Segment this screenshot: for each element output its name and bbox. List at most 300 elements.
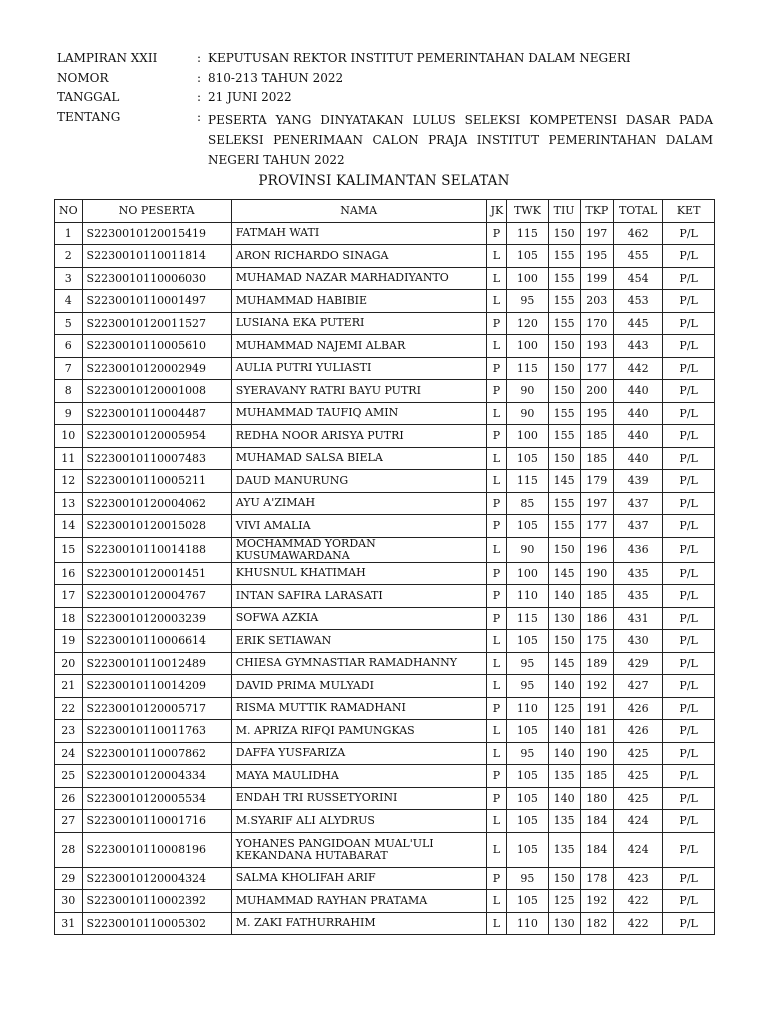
cell-no: 27 bbox=[55, 810, 83, 833]
cell-no-peserta: S2230010120015028 bbox=[82, 515, 231, 538]
cell-nama: ERIK SETIAWAN bbox=[231, 630, 486, 653]
cell-no: 10 bbox=[55, 425, 83, 448]
cell-total: 440 bbox=[613, 447, 662, 470]
cell-tiu: 135 bbox=[548, 832, 580, 867]
cell-tiu: 145 bbox=[548, 652, 580, 675]
table-header-row bbox=[55, 200, 715, 223]
table-row bbox=[55, 675, 715, 698]
cell-total: 437 bbox=[613, 515, 662, 538]
cell-no: 17 bbox=[55, 585, 83, 608]
header-row-nomor bbox=[57, 71, 713, 91]
cell-twk: 105 bbox=[507, 720, 548, 743]
cell-jk: P bbox=[486, 867, 507, 890]
cell-tkp: 185 bbox=[580, 425, 613, 448]
cell-tkp: 195 bbox=[580, 245, 613, 268]
cell-tkp: 203 bbox=[580, 290, 613, 313]
cell-jk: P bbox=[486, 515, 507, 538]
cell-nama: FATMAH WATI bbox=[231, 222, 486, 245]
cell-jk: L bbox=[486, 335, 507, 358]
cell-twk: 95 bbox=[507, 290, 548, 313]
cell-no: 22 bbox=[55, 697, 83, 720]
table-row bbox=[55, 607, 715, 630]
cell-nama: LUSIANA EKA PUTERI bbox=[231, 312, 486, 335]
cell-tiu: 125 bbox=[548, 697, 580, 720]
cell-twk: 95 bbox=[507, 652, 548, 675]
cell-tiu: 150 bbox=[548, 380, 580, 403]
cell-jk: P bbox=[486, 562, 507, 585]
cell-total: 425 bbox=[613, 742, 662, 765]
header-colon: : bbox=[197, 51, 202, 65]
table-body bbox=[55, 222, 715, 935]
cell-twk: 110 bbox=[507, 697, 548, 720]
table-row bbox=[55, 447, 715, 470]
cell-nama: MOCHAMMAD YORDAN KUSUMAWARDANA bbox=[231, 537, 486, 562]
cell-tkp: 192 bbox=[580, 675, 613, 698]
cell-no-peserta: S2230010120004334 bbox=[82, 765, 231, 788]
cell-tiu: 155 bbox=[548, 290, 580, 313]
table-row bbox=[55, 562, 715, 585]
table-row bbox=[55, 425, 715, 448]
cell-tkp: 182 bbox=[580, 912, 613, 935]
table-row bbox=[55, 357, 715, 380]
table-row bbox=[55, 470, 715, 493]
cell-no: 29 bbox=[55, 867, 83, 890]
cell-twk: 90 bbox=[507, 380, 548, 403]
cell-no-peserta: S2230010120003239 bbox=[82, 607, 231, 630]
table-row bbox=[55, 290, 715, 313]
cell-no-peserta: S2230010120005954 bbox=[82, 425, 231, 448]
cell-tkp: 189 bbox=[580, 652, 613, 675]
cell-twk: 110 bbox=[507, 912, 548, 935]
cell-total: 424 bbox=[613, 832, 662, 867]
table-row bbox=[55, 787, 715, 810]
table-row bbox=[55, 890, 715, 913]
cell-tkp: 200 bbox=[580, 380, 613, 403]
cell-nama: MUHAMMAD HABIBIE bbox=[231, 290, 486, 313]
cell-jk: L bbox=[486, 720, 507, 743]
cell-no-peserta: S2230010120015419 bbox=[82, 222, 231, 245]
cell-no-peserta: S2230010120005534 bbox=[82, 787, 231, 810]
cell-total: 430 bbox=[613, 630, 662, 653]
cell-total: 453 bbox=[613, 290, 662, 313]
cell-jk: P bbox=[486, 607, 507, 630]
cell-no: 30 bbox=[55, 890, 83, 913]
cell-no-peserta: S2230010110006614 bbox=[82, 630, 231, 653]
cell-ket: P/L bbox=[663, 245, 715, 268]
cell-ket: P/L bbox=[663, 675, 715, 698]
cell-no: 11 bbox=[55, 447, 83, 470]
cell-nama: MUHAMAD NAZAR MARHADIYANTO bbox=[231, 267, 486, 290]
cell-nama: M. ZAKI FATHURRAHIM bbox=[231, 912, 486, 935]
cell-twk: 100 bbox=[507, 425, 548, 448]
cell-total: 427 bbox=[613, 675, 662, 698]
cell-jk: P bbox=[486, 357, 507, 380]
cell-jk: P bbox=[486, 380, 507, 403]
table-row bbox=[55, 720, 715, 743]
cell-ket: P/L bbox=[663, 630, 715, 653]
cell-jk: L bbox=[486, 267, 507, 290]
cell-total: 445 bbox=[613, 312, 662, 335]
cell-no: 3 bbox=[55, 267, 83, 290]
table-row bbox=[55, 832, 715, 867]
cell-no-peserta: S2230010120002949 bbox=[82, 357, 231, 380]
cell-no-peserta: S2230010120011527 bbox=[82, 312, 231, 335]
cell-ket: P/L bbox=[663, 312, 715, 335]
cell-tiu: 150 bbox=[548, 447, 580, 470]
cell-ket: P/L bbox=[663, 867, 715, 890]
cell-no: 5 bbox=[55, 312, 83, 335]
cell-tkp: 199 bbox=[580, 267, 613, 290]
cell-ket: P/L bbox=[663, 335, 715, 358]
cell-tkp: 179 bbox=[580, 470, 613, 493]
cell-no: 6 bbox=[55, 335, 83, 358]
cell-no: 20 bbox=[55, 652, 83, 675]
cell-tiu: 155 bbox=[548, 245, 580, 268]
cell-tiu: 150 bbox=[548, 222, 580, 245]
cell-no-peserta: S2230010110006030 bbox=[82, 267, 231, 290]
table-row bbox=[55, 697, 715, 720]
cell-twk: 115 bbox=[507, 222, 548, 245]
table-row bbox=[55, 867, 715, 890]
cell-ket: P/L bbox=[663, 697, 715, 720]
cell-tiu: 155 bbox=[548, 267, 580, 290]
header-value: 810-213 TAHUN 2022 bbox=[208, 70, 344, 85]
cell-ket: P/L bbox=[663, 832, 715, 867]
cell-no-peserta: S2230010120004062 bbox=[82, 492, 231, 515]
cell-no: 15 bbox=[55, 537, 83, 562]
cell-nama: SALMA KHOLIFAH ARIF bbox=[231, 867, 486, 890]
cell-jk: L bbox=[486, 402, 507, 425]
cell-tiu: 140 bbox=[548, 742, 580, 765]
cell-no: 16 bbox=[55, 562, 83, 585]
cell-total: 425 bbox=[613, 787, 662, 810]
cell-jk: P bbox=[486, 787, 507, 810]
cell-tkp: 185 bbox=[580, 447, 613, 470]
cell-nama: KHUSNUL KHATIMAH bbox=[231, 562, 486, 585]
cell-jk: L bbox=[486, 245, 507, 268]
cell-jk: P bbox=[486, 697, 507, 720]
table-row bbox=[55, 312, 715, 335]
table-row bbox=[55, 515, 715, 538]
cell-ket: P/L bbox=[663, 810, 715, 833]
cell-twk: 105 bbox=[507, 515, 548, 538]
table-row bbox=[55, 585, 715, 608]
cell-twk: 95 bbox=[507, 742, 548, 765]
cell-nama: M. APRIZA RIFQI PAMUNGKAS bbox=[231, 720, 486, 743]
cell-jk: P bbox=[486, 585, 507, 608]
cell-ket: P/L bbox=[663, 380, 715, 403]
cell-no: 21 bbox=[55, 675, 83, 698]
cell-twk: 90 bbox=[507, 537, 548, 562]
cell-tkp: 175 bbox=[580, 630, 613, 653]
cell-nama: DAVID PRIMA MULYADI bbox=[231, 675, 486, 698]
cell-total: 423 bbox=[613, 867, 662, 890]
cell-tiu: 145 bbox=[548, 470, 580, 493]
cell-nama: VIVI AMALIA bbox=[231, 515, 486, 538]
cell-no: 9 bbox=[55, 402, 83, 425]
cell-no-peserta: S2230010110005610 bbox=[82, 335, 231, 358]
cell-jk: L bbox=[486, 675, 507, 698]
cell-no-peserta: S2230010110014188 bbox=[82, 537, 231, 562]
cell-ket: P/L bbox=[663, 492, 715, 515]
cell-no-peserta: S2230010110008196 bbox=[82, 832, 231, 867]
cell-tkp: 178 bbox=[580, 867, 613, 890]
cell-jk: P bbox=[486, 492, 507, 515]
cell-no-peserta: S2230010110005211 bbox=[82, 470, 231, 493]
cell-tkp: 191 bbox=[580, 697, 613, 720]
cell-no: 23 bbox=[55, 720, 83, 743]
header-row-lampiran bbox=[57, 51, 713, 71]
cell-ket: P/L bbox=[663, 890, 715, 913]
table-row bbox=[55, 222, 715, 245]
cell-tiu: 150 bbox=[548, 357, 580, 380]
cell-no-peserta: S2230010120001451 bbox=[82, 562, 231, 585]
cell-total: 435 bbox=[613, 585, 662, 608]
cell-jk: L bbox=[486, 742, 507, 765]
cell-jk: L bbox=[486, 447, 507, 470]
header-colon: : bbox=[197, 90, 202, 104]
cell-twk: 90 bbox=[507, 402, 548, 425]
cell-tkp: 197 bbox=[580, 222, 613, 245]
table-row bbox=[55, 402, 715, 425]
cell-jk: P bbox=[486, 425, 507, 448]
cell-nama: MAYA MAULIDHA bbox=[231, 765, 486, 788]
cell-tkp: 177 bbox=[580, 515, 613, 538]
cell-tkp: 193 bbox=[580, 335, 613, 358]
cell-jk: L bbox=[486, 810, 507, 833]
cell-nama: REDHA NOOR ARISYA PUTRI bbox=[231, 425, 486, 448]
participants-table bbox=[54, 199, 715, 935]
cell-no: 31 bbox=[55, 912, 83, 935]
cell-nama: RISMA MUTTIK RAMADHANI bbox=[231, 697, 486, 720]
cell-jk: L bbox=[486, 630, 507, 653]
cell-twk: 115 bbox=[507, 607, 548, 630]
cell-ket: P/L bbox=[663, 607, 715, 630]
cell-ket: P/L bbox=[663, 742, 715, 765]
cell-jk: L bbox=[486, 912, 507, 935]
table-row bbox=[55, 267, 715, 290]
cell-tiu: 155 bbox=[548, 402, 580, 425]
cell-twk: 105 bbox=[507, 630, 548, 653]
cell-tkp: 190 bbox=[580, 742, 613, 765]
header-row-tanggal bbox=[57, 90, 713, 110]
cell-tkp: 192 bbox=[580, 890, 613, 913]
cell-no-peserta: S2230010110001497 bbox=[82, 290, 231, 313]
header-colon: : bbox=[197, 70, 202, 85]
cell-no: 2 bbox=[55, 245, 83, 268]
cell-tkp: 180 bbox=[580, 787, 613, 810]
cell-twk: 105 bbox=[507, 447, 548, 470]
cell-jk: P bbox=[486, 222, 507, 245]
cell-ket: P/L bbox=[663, 222, 715, 245]
table-row bbox=[55, 245, 715, 268]
cell-twk: 105 bbox=[507, 245, 548, 268]
cell-total: 426 bbox=[613, 697, 662, 720]
cell-tiu: 155 bbox=[548, 312, 580, 335]
cell-jk: L bbox=[486, 652, 507, 675]
cell-jk: P bbox=[486, 312, 507, 335]
cell-no: 24 bbox=[55, 742, 83, 765]
cell-tiu: 130 bbox=[548, 607, 580, 630]
cell-no: 8 bbox=[55, 380, 83, 403]
cell-total: 436 bbox=[613, 537, 662, 562]
cell-total: 437 bbox=[613, 492, 662, 515]
cell-tkp: 184 bbox=[580, 832, 613, 867]
cell-tiu: 140 bbox=[548, 585, 580, 608]
cell-nama: YOHANES PANGIDOAN MUAL'ULI KEKANDANA HUTABARAT bbox=[231, 832, 486, 867]
table-row bbox=[55, 765, 715, 788]
column-header-tkp: TKP bbox=[580, 200, 613, 223]
cell-tiu: 150 bbox=[548, 630, 580, 653]
cell-tiu: 140 bbox=[548, 720, 580, 743]
cell-nama: SYERAVANY RATRI BAYU PUTRI bbox=[231, 380, 486, 403]
header-label: LAMPIRAN XXII bbox=[57, 51, 158, 65]
cell-no-peserta: S2230010110007862 bbox=[82, 742, 231, 765]
cell-twk: 95 bbox=[507, 867, 548, 890]
cell-nama: MUHAMAD SALSA BIELA bbox=[231, 447, 486, 470]
cell-no: 18 bbox=[55, 607, 83, 630]
cell-ket: P/L bbox=[663, 912, 715, 935]
cell-no-peserta: S2230010120001008 bbox=[82, 380, 231, 403]
cell-twk: 115 bbox=[507, 470, 548, 493]
cell-no-peserta: S2230010110012489 bbox=[82, 652, 231, 675]
cell-total: 440 bbox=[613, 425, 662, 448]
column-header-jk: JK bbox=[486, 200, 507, 223]
cell-total: 429 bbox=[613, 652, 662, 675]
cell-total: 426 bbox=[613, 720, 662, 743]
cell-tkp: 196 bbox=[580, 537, 613, 562]
column-header-twk: TWK bbox=[507, 200, 548, 223]
header-value: KEPUTUSAN REKTOR INSTITUT PEMERINTAHAN DALAM NEGERI bbox=[208, 51, 631, 65]
table-row bbox=[55, 630, 715, 653]
cell-no-peserta: S2230010120004767 bbox=[82, 585, 231, 608]
cell-tiu: 150 bbox=[548, 537, 580, 562]
cell-tkp: 184 bbox=[580, 810, 613, 833]
cell-ket: P/L bbox=[663, 562, 715, 585]
cell-nama: AYU A'ZIMAH bbox=[231, 492, 486, 515]
cell-nama: AULIA PUTRI YULIASTI bbox=[231, 357, 486, 380]
cell-ket: P/L bbox=[663, 447, 715, 470]
cell-no-peserta: S2230010110005302 bbox=[82, 912, 231, 935]
cell-no: 26 bbox=[55, 787, 83, 810]
table-row bbox=[55, 537, 715, 562]
cell-no-peserta: S2230010120004324 bbox=[82, 867, 231, 890]
header-label: TANGGAL bbox=[57, 90, 120, 104]
cell-no-peserta: S2230010110011814 bbox=[82, 245, 231, 268]
cell-ket: P/L bbox=[663, 652, 715, 675]
cell-tkp: 195 bbox=[580, 402, 613, 425]
header-label: NOMOR bbox=[57, 70, 109, 85]
cell-total: 422 bbox=[613, 890, 662, 913]
cell-tkp: 185 bbox=[580, 585, 613, 608]
cell-total: 431 bbox=[613, 607, 662, 630]
cell-nama: INTAN SAFIRA LARASATI bbox=[231, 585, 486, 608]
cell-ket: P/L bbox=[663, 585, 715, 608]
cell-nama: DAFFA YUSFARIZA bbox=[231, 742, 486, 765]
cell-jk: L bbox=[486, 470, 507, 493]
cell-no: 14 bbox=[55, 515, 83, 538]
cell-no-peserta: S2230010110004487 bbox=[82, 402, 231, 425]
cell-no: 12 bbox=[55, 470, 83, 493]
cell-nama: ARON RICHARDO SINAGA bbox=[231, 245, 486, 268]
province-title: PROVINSI KALIMANTAN SELATAN bbox=[258, 173, 510, 189]
cell-total: 454 bbox=[613, 267, 662, 290]
cell-total: 443 bbox=[613, 335, 662, 358]
cell-tkp: 185 bbox=[580, 765, 613, 788]
cell-no-peserta: S2230010110001716 bbox=[82, 810, 231, 833]
cell-tiu: 155 bbox=[548, 492, 580, 515]
cell-nama: CHIESA GYMNASTIAR RAMADHANNY bbox=[231, 652, 486, 675]
column-header-no: NO bbox=[55, 200, 83, 223]
cell-no: 1 bbox=[55, 222, 83, 245]
cell-twk: 105 bbox=[507, 787, 548, 810]
cell-no: 25 bbox=[55, 765, 83, 788]
cell-no: 19 bbox=[55, 630, 83, 653]
cell-ket: P/L bbox=[663, 787, 715, 810]
cell-ket: P/L bbox=[663, 515, 715, 538]
cell-twk: 115 bbox=[507, 357, 548, 380]
cell-total: 424 bbox=[613, 810, 662, 833]
cell-ket: P/L bbox=[663, 267, 715, 290]
table-row bbox=[55, 335, 715, 358]
table-row bbox=[55, 742, 715, 765]
column-header-total: TOTAL bbox=[613, 200, 662, 223]
cell-tiu: 145 bbox=[548, 562, 580, 585]
cell-twk: 100 bbox=[507, 267, 548, 290]
cell-ket: P/L bbox=[663, 290, 715, 313]
cell-twk: 100 bbox=[507, 335, 548, 358]
cell-ket: P/L bbox=[663, 765, 715, 788]
cell-twk: 105 bbox=[507, 810, 548, 833]
cell-tiu: 140 bbox=[548, 787, 580, 810]
cell-twk: 100 bbox=[507, 562, 548, 585]
cell-nama: MUHAMMAD TAUFIQ AMIN bbox=[231, 402, 486, 425]
cell-total: 435 bbox=[613, 562, 662, 585]
cell-no: 7 bbox=[55, 357, 83, 380]
cell-tiu: 150 bbox=[548, 335, 580, 358]
cell-total: 439 bbox=[613, 470, 662, 493]
cell-no: 4 bbox=[55, 290, 83, 313]
cell-jk: L bbox=[486, 890, 507, 913]
cell-twk: 120 bbox=[507, 312, 548, 335]
cell-total: 442 bbox=[613, 357, 662, 380]
cell-total: 455 bbox=[613, 245, 662, 268]
cell-twk: 95 bbox=[507, 675, 548, 698]
cell-tiu: 135 bbox=[548, 765, 580, 788]
cell-twk: 105 bbox=[507, 765, 548, 788]
column-header-ket: KET bbox=[663, 200, 715, 223]
table-row bbox=[55, 492, 715, 515]
cell-no-peserta: S2230010110011763 bbox=[82, 720, 231, 743]
cell-twk: 85 bbox=[507, 492, 548, 515]
cell-ket: P/L bbox=[663, 537, 715, 562]
cell-nama: DAUD MANURUNG bbox=[231, 470, 486, 493]
table-row bbox=[55, 810, 715, 833]
cell-no: 13 bbox=[55, 492, 83, 515]
cell-tkp: 190 bbox=[580, 562, 613, 585]
document-header bbox=[57, 51, 713, 170]
cell-ket: P/L bbox=[663, 470, 715, 493]
cell-total: 440 bbox=[613, 402, 662, 425]
cell-no-peserta: S2230010120005717 bbox=[82, 697, 231, 720]
cell-total: 440 bbox=[613, 380, 662, 403]
cell-twk: 110 bbox=[507, 585, 548, 608]
cell-no: 28 bbox=[55, 832, 83, 867]
cell-nama: ENDAH TRI RUSSETYORINI bbox=[231, 787, 486, 810]
cell-jk: L bbox=[486, 537, 507, 562]
header-value: 21 JUNI 2022 bbox=[208, 90, 292, 104]
cell-tiu: 155 bbox=[548, 515, 580, 538]
